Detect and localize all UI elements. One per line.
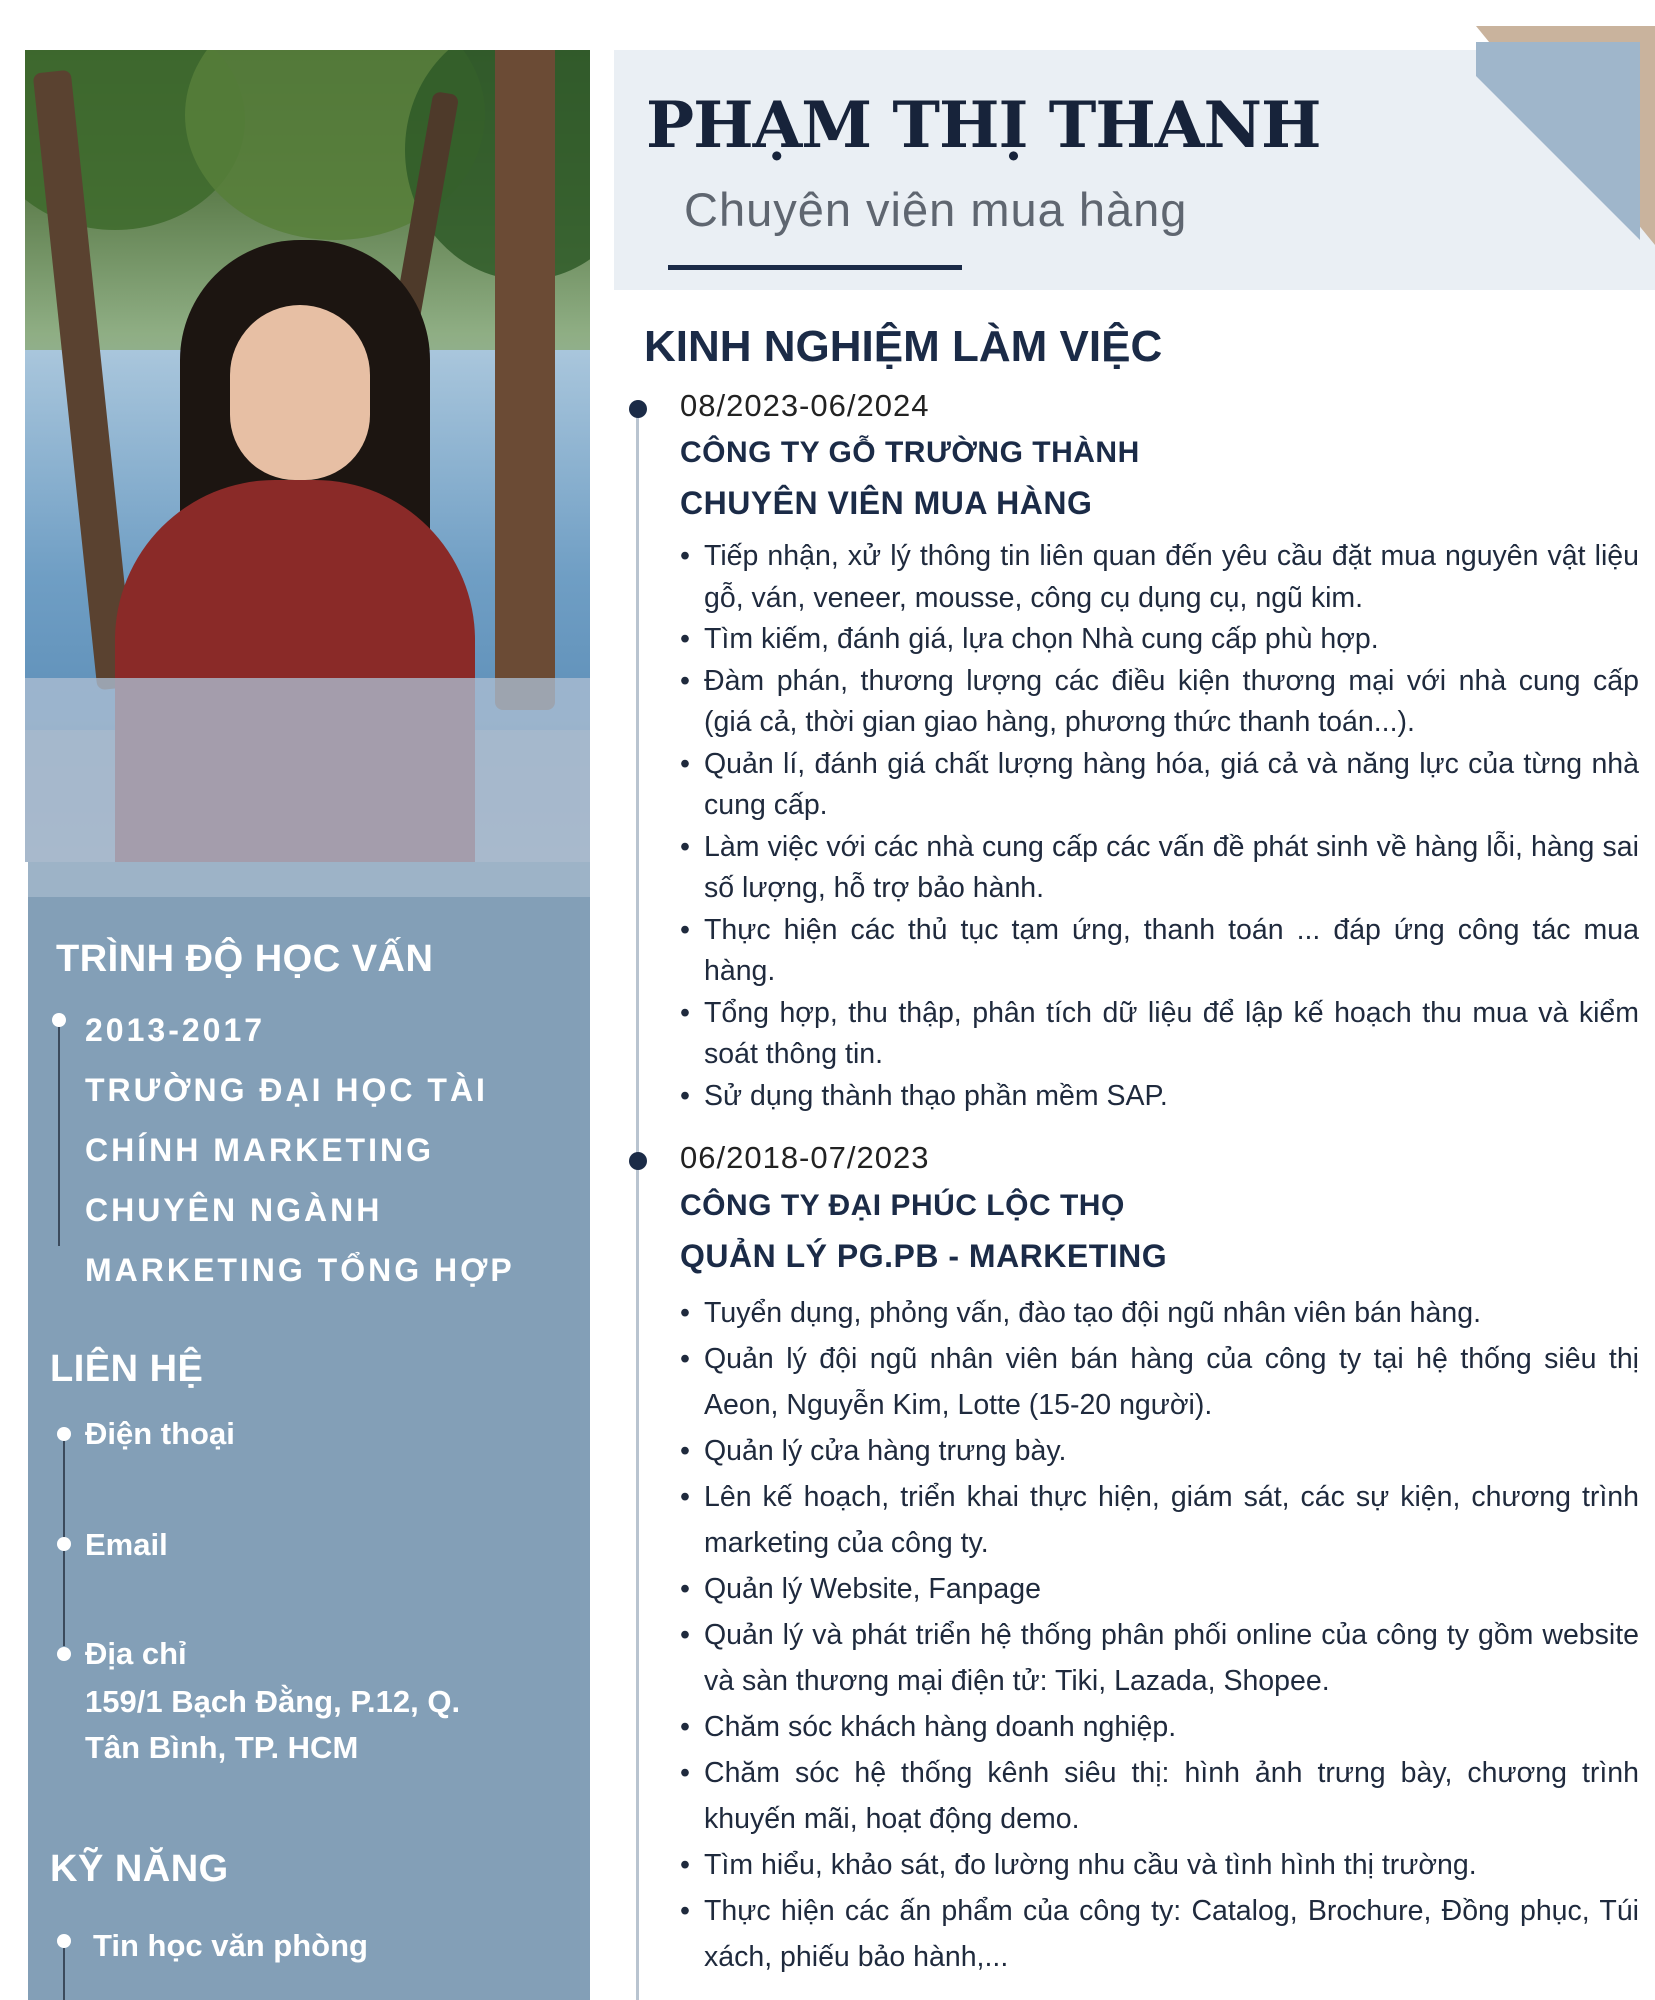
address-label: Địa chỉ: [85, 1636, 187, 1671]
list-item: • Chăm sóc khách hàng doanh nghiệp.: [704, 1704, 1639, 1750]
list-item: • Thực hiện các thủ tục tạm ứng, thanh toán ... đáp ứng công tác mua hàng.: [704, 910, 1639, 993]
job-company: CÔNG TY GỖ TRƯỜNG THÀNH: [680, 436, 1140, 469]
job-dot: [629, 1152, 647, 1170]
education-heading: TRÌNH ĐỘ HỌC VẤN: [56, 938, 434, 980]
list-item: • Tìm hiểu, khảo sát, đo lường nhu cầu và tình hình thị trường.: [704, 1842, 1639, 1888]
address-dot: [57, 1647, 71, 1661]
corner-decoration: [1476, 26, 1655, 245]
list-item: • Lên kế hoạch, triển khai thực hiện, giám sát, các sự kiện, chương trình marketing của công ty.: [704, 1474, 1639, 1566]
job-date: 08/2023-06/2024: [680, 388, 930, 423]
job-company: CÔNG TY ĐẠI PHÚC LỘC THỌ: [680, 1189, 1125, 1222]
list-item: • Đàm phán, thương lượng các điều kiện thương mại với nhà cung cấp (giá cả, thời gian giao hàng, phương thức thanh toán...).: [704, 661, 1639, 744]
experience-heading: KINH NGHIỆM LÀM VIỆC: [644, 322, 1163, 371]
profile-photo: [25, 50, 590, 862]
education-timeline: [58, 1018, 60, 1246]
address-line: 159/1 Bạch Đằng, P.12, Q.: [85, 1684, 461, 1719]
job-date: 06/2018-07/2023: [680, 1140, 930, 1175]
list-item: • Quản lý đội ngũ nhân viên bán hàng của công ty tại hệ thống siêu thị Aeon, Nguyễn Kim, Lotte (15-20 người).: [704, 1336, 1639, 1428]
job-dot: [629, 400, 647, 418]
education-years: 2013-2017: [85, 1012, 266, 1048]
list-item: • Chăm sóc hệ thống kênh siêu thị: hình ảnh trưng bày, chương trình khuyến mãi, hoạt động demo.: [704, 1750, 1639, 1842]
experience-timeline: [636, 404, 639, 2000]
education-line: CHÍNH MARKETING: [85, 1132, 434, 1168]
skill-item: Tin học văn phòng: [93, 1928, 368, 1963]
education-line: TRƯỜNG ĐẠI HỌC TÀI: [85, 1072, 488, 1108]
list-item: • Quản lí, đánh giá chất lượng hàng hóa, giá cả và năng lực của từng nhà cung cấp.: [704, 744, 1639, 827]
job-responsibilities: [680, 536, 1639, 1117]
skills-heading: KỸ NĂNG: [50, 1848, 229, 1890]
job-responsibilities: [680, 1290, 1639, 1980]
education-line: CHUYÊN NGÀNH: [85, 1192, 383, 1228]
address-line: Tân Bình, TP. HCM: [85, 1730, 359, 1765]
candidate-role: Chuyên viên mua hàng: [684, 183, 1188, 236]
skills-timeline: [63, 1948, 65, 2000]
email-label: Email: [85, 1527, 168, 1562]
education-dot: [52, 1013, 66, 1027]
list-item: • Tiếp nhận, xử lý thông tin liên quan đến yêu cầu đặt mua nguyên vật liệu gỗ, ván, veneer, mousse, công cụ dụng cụ, ngũ kim.: [704, 536, 1639, 619]
contact-heading: LIÊN HỆ: [50, 1348, 204, 1390]
candidate-name: PHẠM THỊ THANH: [646, 88, 1321, 163]
list-item: • Quản lý cửa hàng trưng bày.: [704, 1428, 1639, 1474]
job-title: QUẢN LÝ PG.PB - MARKETING: [680, 1238, 1168, 1274]
list-item: • Quản lý Website, Fanpage: [704, 1566, 1639, 1612]
list-item: • Thực hiện các ấn phẩm của công ty: Catalog, Brochure, Đồng phục, Túi xách, phiếu bảo hành,...: [704, 1888, 1639, 1980]
list-item: • Tổng hợp, thu thập, phân tích dữ liệu để lập kế hoạch thu mua và kiểm soát thông tin.: [704, 993, 1639, 1076]
list-item: • Tuyển dụng, phỏng vấn, đào tạo đội ngũ nhân viên bán hàng.: [704, 1290, 1639, 1336]
list-item: • Làm việc với các nhà cung cấp các vấn đề phát sinh về hàng lỗi, hàng sai số lượng, hỗ trợ bảo hành.: [704, 827, 1639, 910]
list-item: • Sử dụng thành thạo phần mềm SAP.: [704, 1076, 1639, 1118]
skill-dot: [57, 1934, 71, 1948]
list-item: • Quản lý và phát triển hệ thống phân phối online của công ty gồm website và sàn thương mại điện tử: Tiki, Lazada, Shopee.: [704, 1612, 1639, 1704]
role-underline: [668, 265, 962, 270]
list-item: • Tìm kiếm, đánh giá, lựa chọn Nhà cung cấp phù hợp.: [704, 619, 1639, 661]
phone-dot: [57, 1427, 71, 1441]
phone-label: Điện thoại: [85, 1416, 235, 1451]
education-line: MARKETING TỔNG HỢP: [85, 1252, 515, 1288]
job-title: CHUYÊN VIÊN MUA HÀNG: [680, 485, 1093, 521]
email-dot: [57, 1537, 71, 1551]
